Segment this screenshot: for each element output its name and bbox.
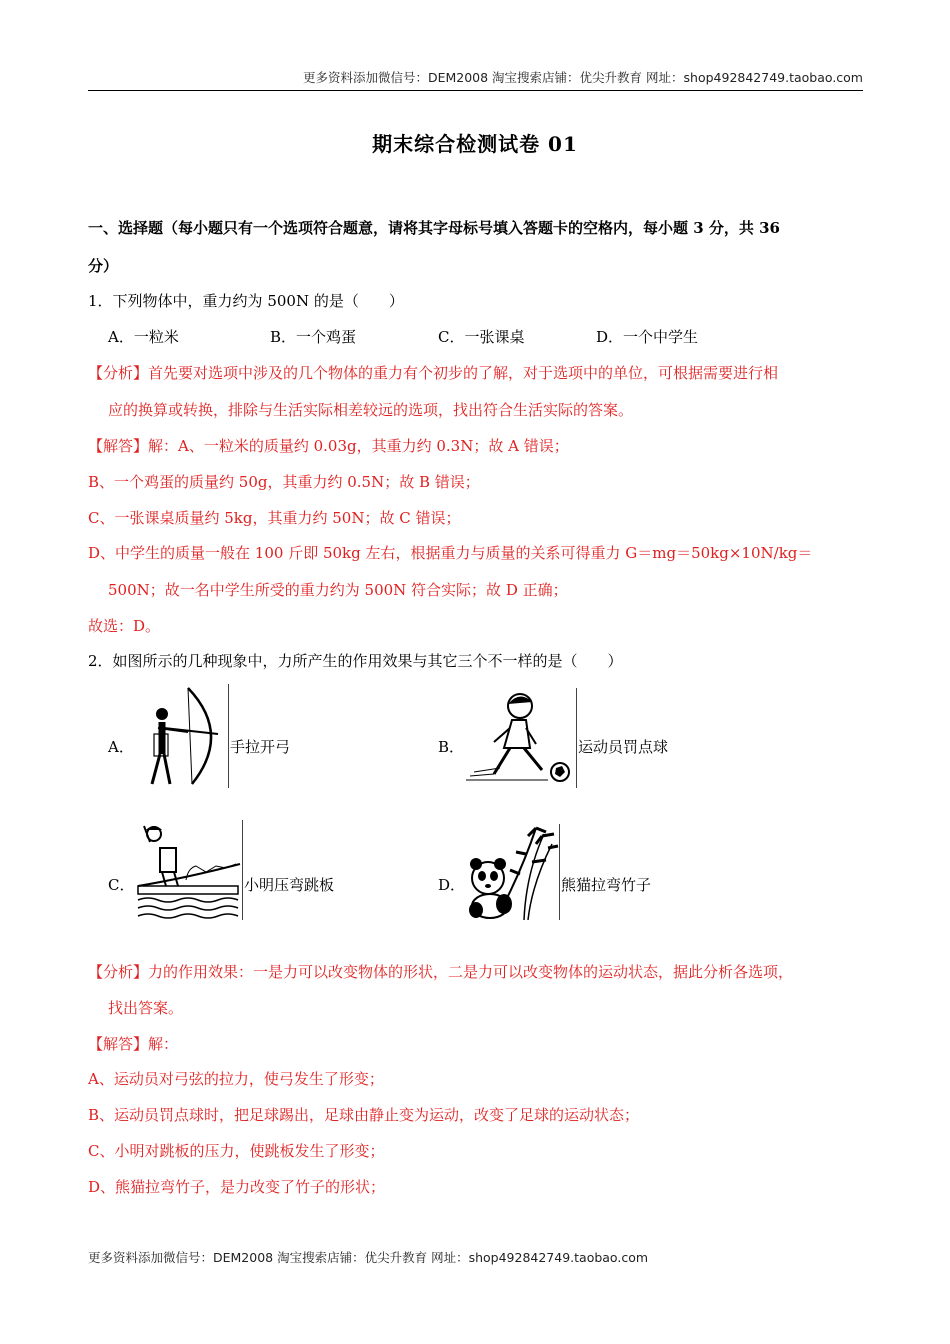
- q2-analysis-line1: 【分析】力的作用效果：一是力可以改变物体的形状，二是力可以改变物体的运动状态，据此分析各选项，: [88, 963, 794, 981]
- q1-analysis-line2: 应的换算或转换，排除与生活实际相差较远的选项，找出符合生活实际的答案。: [108, 401, 634, 419]
- exam-title: 期末综合检测试卷 01: [372, 132, 578, 156]
- q1-option-c: C．一张课桌: [438, 328, 525, 346]
- panda-bamboo-figure: [466, 824, 560, 920]
- q2-option-d-caption: 熊猫拉弯竹子: [561, 876, 652, 894]
- q2-answer-line3: C、小明对跳板的压力，使跳板发生了形变；: [88, 1142, 385, 1160]
- section-heading-line2: 分）: [88, 257, 119, 275]
- figure-divider: [228, 684, 229, 788]
- q1-answer-line4: D、中学生的质量一般在 100 斤即 50kg 左右，根据重力与质量的关系可得重力 G＝mg＝50kg×10N/kg＝: [88, 544, 813, 562]
- q1-answer-line2: B、一个鸡蛋的质量约 50g，其重力约 0.5N；故 B 错误；: [88, 473, 480, 491]
- figure-divider: [576, 688, 577, 788]
- q2-option-c-caption: 小明压弯跳板: [244, 876, 335, 894]
- q1-option-b: B．一个鸡蛋: [270, 328, 357, 346]
- q2-option-b-caption: 运动员罚点球: [578, 738, 669, 756]
- q1-option-a: A．一粒米: [108, 328, 179, 346]
- archer-figure: [140, 684, 228, 788]
- section-heading-line1: 一、选择题（每小题只有一个选项符合题意，请将其字母标号填入答题卡的空格内，每小题 3 分，共 36: [88, 219, 780, 237]
- q1-option-d: D．一个中学生: [596, 328, 699, 346]
- figure-divider: [242, 820, 243, 920]
- q2-option-b-letter: B．: [438, 738, 465, 756]
- q1-answer-line6: 故选：D。: [88, 617, 161, 635]
- q2-answer-line1: A、运动员对弓弦的拉力，使弓发生了形变；: [88, 1070, 384, 1088]
- q1-answer-line5: 500N；故一名中学生所受的重力约为 500N 符合实际；故 D 正确；: [108, 581, 568, 599]
- q2-answer-line4: D、熊猫拉弯竹子，是力改变了竹子的形状；: [88, 1178, 386, 1196]
- q2-answer-line2: B、运动员罚点球时，把足球踢出，足球由静止变为运动，改变了足球的运动状态；: [88, 1106, 640, 1124]
- q2-answer-heading: 【解答】解：: [88, 1035, 179, 1053]
- q1-analysis-line1: 【分析】首先要对选项中涉及的几个物体的重力有个初步的了解，对于选项中的单位，可根据需要进行相: [88, 364, 779, 382]
- q1-answer-line3: C、一张课桌质量约 5kg，其重力约 50N；故 C 错误；: [88, 509, 461, 527]
- q2-option-d-letter: D．: [438, 876, 466, 894]
- q2-option-c-letter: C．: [108, 876, 135, 894]
- diving-board-figure: [136, 820, 242, 920]
- q2-option-a-caption: 手拉开弓: [230, 738, 291, 756]
- q1-answer-line1: 【解答】解：A、一粒米的质量约 0.03g，其重力约 0.3N；故 A 错误；: [88, 437, 569, 455]
- q2-stem: 2．如图所示的几种现象中，力所产生的作用效果与其它三个不一样的是（ ）: [88, 652, 623, 670]
- penalty-kick-figure: [464, 688, 576, 788]
- page-footer: 更多资料添加微信号：DEM2008 淘宝搜索店铺：优尖升教育 网址：shop492842749.taobao.com: [88, 1250, 649, 1265]
- q2-option-a-letter: A．: [108, 738, 134, 756]
- q1-stem: 1．下列物体中，重力约为 500N 的是（ ）: [88, 292, 404, 310]
- page-header: 更多资料添加微信号：DEM2008 淘宝搜索店铺：优尖升教育 网址：shop492842749.taobao.com: [88, 68, 863, 91]
- figure-divider: [559, 824, 560, 920]
- q2-analysis-line2: 找出答案。: [108, 999, 184, 1017]
